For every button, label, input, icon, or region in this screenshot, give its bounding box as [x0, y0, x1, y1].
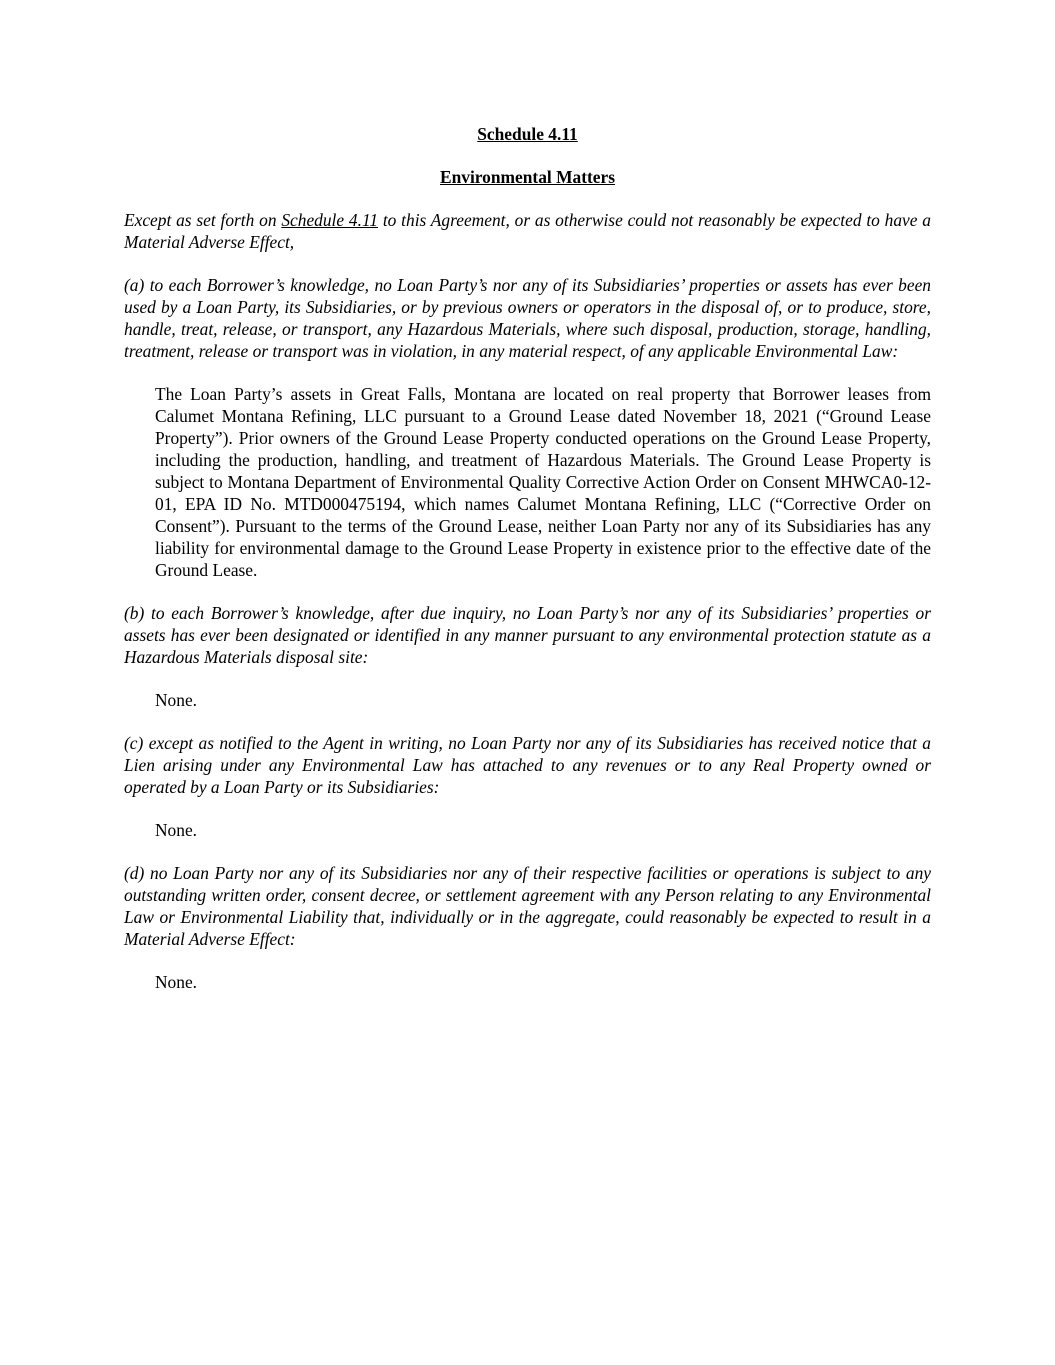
clause-b: (b) to each Borrower’s knowledge, after due inquiry, no Loan Party’s nor any of its Subsidiaries’ properties or assets has ever been designated or identified in any manner pursuant to any environmental protection statute as a Hazardous Materials disposal site: — [124, 603, 931, 667]
document-page — [124, 123, 931, 993]
intro-text-after: to this Agreement, or as otherwise could not reasonably be expected to have a Material Adverse Effect, — [124, 210, 931, 252]
intro-paragraph — [124, 209, 931, 253]
response-c: None. — [155, 820, 198, 840]
schedule-subtitle: Environmental Matters — [439, 167, 615, 187]
intro-text-before: Except as set forth on — [124, 210, 282, 230]
response-b: None. — [155, 690, 198, 710]
schedule-reference: Schedule 4.11 — [281, 210, 379, 230]
clause-c: (c) except as notified to the Agent in writing, no Loan Party nor any of its Subsidiaries has received notice that a Lien arising under any Environmental Law has attached to any revenues or to any Real Property owned or operated by a Loan Party or its Subsidiaries: — [124, 733, 931, 797]
clause-a: (a) to each Borrower’s knowledge, no Loan Party’s nor any of its Subsidiaries’ properties or assets has ever been used by a Loan Party, its Subsidiaries, or by previous owners or operators in the disposal of, or to produce, store, handle, treat, release, or transport, any Hazardous Materials, where such disposal, production, storage, handling, treatment, release or transport was in violation, in any material respect, of any applicable Environmental Law: — [124, 275, 931, 361]
clause-d: (d) no Loan Party nor any of its Subsidiaries nor any of their respective facilities or operations is subject to any outstanding written order, consent decree, or settlement agreement with any Person relating to any Environmental Law or Environmental Liability that, individually or in the aggregate, could reasonably be expected to result in a Material Adverse Effect: — [124, 863, 931, 949]
response-a: The Loan Party’s assets in Great Falls, Montana are located on real property that Borrower leases from Calumet Montana Refining, LLC pursuant to a Ground Lease dated November 18, 2021 (“Ground Lease Property”). Prior owners of the Ground Lease Property conducted operations on the Ground Lease Property, including the production, handling, and treatment of Hazardous Materials. The Ground Lease Property is subject to Montana Department of Environmental Quality Corrective Action Order on Consent MHWCA0-12-01, EPA ID No. MTD000475194, which names Calumet Montana Refining, LLC (“Corrective Order on Consent”). Pursuant to the terms of the Ground Lease, neither Loan Party nor any of its Subsidiaries has any liability for environmental damage to the Ground Lease Property in existence prior to the effective date of the Ground Lease. — [155, 384, 931, 580]
response-d: None. — [155, 972, 198, 992]
schedule-title: Schedule 4.11 — [477, 124, 578, 144]
